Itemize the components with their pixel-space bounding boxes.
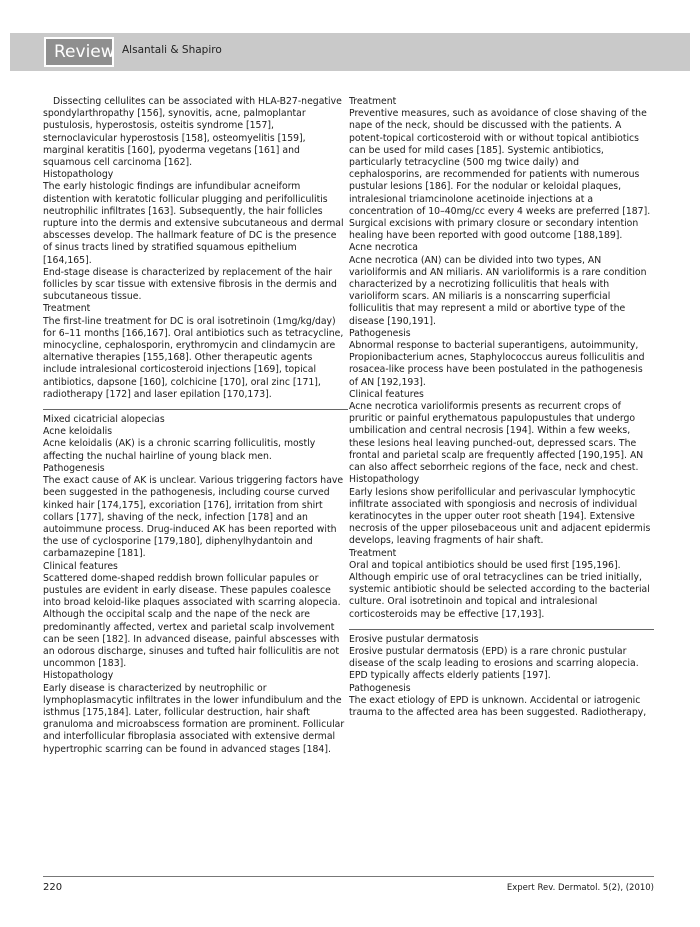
body-paragraph: Acne keloidalis (AK) is a chronic scarring folliculitis, mostly affecting the nuchal hairline of young black men. [43, 438, 316, 462]
body-paragraph: The early histologic findings are infundibular acneiform distention with keratotic follicular plugging and perifolliculitis neutrophilic infiltrates [163]. Subsequently, the hair follicles rupture into the dermis and extensive subcutaneous and dermal abscesses develop. The hallmark feature of DC is the presence of sinus tracts lined by stratified squamous epithelium [164,165]. [43, 181, 344, 266]
section-heading: Histopathology [349, 474, 420, 486]
body-paragraph: Oral and topical antibiotics should be used first [195,196]. Although empiric use of oral tetracyclines can be tried initially, systemic antibiotic should be selected according to the bacterial culture. Oral isotretinoin and topical and intralesional corticosteroids may be effective [17,193]. [349, 559, 650, 620]
page-number: 220 [43, 882, 63, 893]
section-heading: Erosive pustular dermatosis [349, 633, 479, 645]
section-divider [349, 629, 654, 630]
section-heading: Pathogenesis [349, 682, 411, 694]
body-paragraph: Acne necrotica (AN) can be divided into two types, AN varioliformis and AN miliaris. AN varioliformis is a rare condition characterized by a necrotizing folliculitis that heals with varioliform scars. AN miliaris is a nonscarring superficial folliculitis that may represent a mild or abortive type of the disease [190,191]. [349, 254, 647, 327]
section-heading: Treatment [43, 303, 91, 315]
section-heading: Mixed cicatricial alopecias [43, 414, 165, 426]
section-divider [43, 409, 348, 410]
section-heading: Clinical features [43, 560, 118, 572]
left-column [43, 96, 348, 756]
section-heading: Treatment [349, 547, 397, 559]
running-header [10, 33, 690, 71]
footer-divider [43, 876, 654, 877]
body-paragraph: Preventive measures, such as avoidance of close shaving of the nape of the neck, should be discussed with the patients. A potent-topical corticosteroid with or without topical antibiotics can be used for mild cases [185]. Systemic antibiotics, particularly tetracycline (500 mg twice daily) and cephalosporins, are recommended for patients with numerous pustular lesions [186]. For the nodular or keloidal plaques, intralesional triamcinolone acetinoide injections at a concentration of 10–40mg/cc every 4 weeks are preferred [187]. Surgical excisions with primary closure or secondary intention healing have been reported with good outcome [188,189]. [349, 108, 651, 242]
body-paragraph: Early lesions show perifollicular and perivascular lymphocytic infiltrate associated with spongiosis and necrosis of individual keratinocytes in the upper outer root sheath [194]. Extensive necrosis of the upper pilosebaceous unit and adjacent epidermis develops, leaving fragments of hair shaft. [349, 486, 651, 547]
section-heading: Histopathology [43, 169, 114, 181]
body-paragraph: Abnormal response to bacterial superantigens, autoimmunity, Propionibacterium acnes, Staphylococcus aureus folliculitis and rosacea-like process have been postulated in the pathogenesis of AN [192,193]. [349, 340, 645, 388]
body-paragraph: Erosive pustular dermatosis (EPD) is a rare chronic pustular disease of the scalp leading to erosions and scarring alopecia. EPD typically affects elderly patients [197]. [349, 645, 639, 682]
section-heading: Acne necrotica [349, 242, 418, 254]
section-badge [44, 37, 114, 67]
body-paragraph: Dissecting cellulites can be associated with HLA-B27-negative spondylarthropathy [156], synovitis, acne, palmoplantar pustulosis, hyperostosis, osteitis syndrome [157], sternoclavicular hyperostosis [158], osteomyelitis [159], marginal keratitis [160], pyoderma vegetans [161] and squamous cell carcinoma [162]. [43, 96, 342, 169]
section-heading: Acne keloidalis [43, 426, 113, 438]
section-heading: Pathogenesis [349, 327, 411, 339]
section-heading: Histopathology [43, 670, 114, 682]
body-paragraph: Scattered dome-shaped reddish brown follicular papules or pustules are evident in early disease. These papules coalesce into broad keloid-like plaques associated with scarring alopecia. Although the occipital scalp and the nape of the neck are predominantly affected, vertex and parietal scalp involvement can be seen [182]. In advanced disease, painful abscesses with an odorous discharge, sinuses and tufted hair folliculitis are not uncommon [183]. [43, 572, 341, 670]
section-label: Review [54, 42, 115, 62]
section-heading: Treatment [349, 96, 397, 107]
body-paragraph: The exact cause of AK is unclear. Various triggering factors have been suggested in the pathogenesis, including course curved kinked hair [174,175], excoriation [176], irritation from shirt collars [177], shaving of the neck, infection [178] and an autoimmune process. Drug-induced AK has been reported with the use of cyclosporine [179,180], diphenylhydantoin and carbamazepine [181]. [43, 475, 344, 560]
body-paragraph: The exact etiology of EPD is unknown. Accidental or iatrogenic trauma to the affected area has been suggested. Radiotherapy, [349, 694, 647, 718]
right-column [349, 96, 654, 719]
body-paragraph: End-stage disease is characterized by replacement of the hair follicles by scar tissue with extensive fibrosis in the dermis and subcutaneous tissue. [43, 266, 337, 303]
section-heading: Clinical features [349, 388, 424, 400]
body-paragraph: The first-line treatment for DC is oral isotretinoin (1mg/kg/day) for 6–11 months [166,167]. Oral antibiotics such as tetracycline, minocycline, cephalosporin, erythromycin and clindamycin are alternative therapies [155,168]. Other therapeutic agents include intralesional corticosteroid injections [169], topical antibiotics, dapsone [160], colchicine [170], oral zinc [171], radiotherapy [172] and laser epilation [170,173]. [43, 315, 344, 400]
body-paragraph: Acne necrotica varioliformis presents as recurrent crops of pruritic or painful erythematous papulopustules that undergo umbilication and central necrosis [194]. Within a few weeks, these lesions heal leaving punched-out, depressed scars. The frontal and parietal scalp are frequently affected [190,195]. AN can also affect seborrheic regions of the face, neck and chest. [349, 401, 644, 474]
running-authors: Alsantali & Shapiro [122, 44, 222, 56]
section-heading: Pathogenesis [43, 462, 105, 474]
body-paragraph: Early disease is characterized by neutrophilic or lymphoplasmacytic infiltrates in the lower infundibulum and the isthmus [175,184]. Later, follicular destruction, hair shaft granuloma and microabscess formation are prominent. Follicular and interfollicular fibroplasia associated with extensive dermal hypertrophic scarring can be found in advanced stages [184]. [43, 682, 345, 755]
journal-citation: Expert Rev. Dermatol. 5(2), (2010) [506, 883, 654, 893]
